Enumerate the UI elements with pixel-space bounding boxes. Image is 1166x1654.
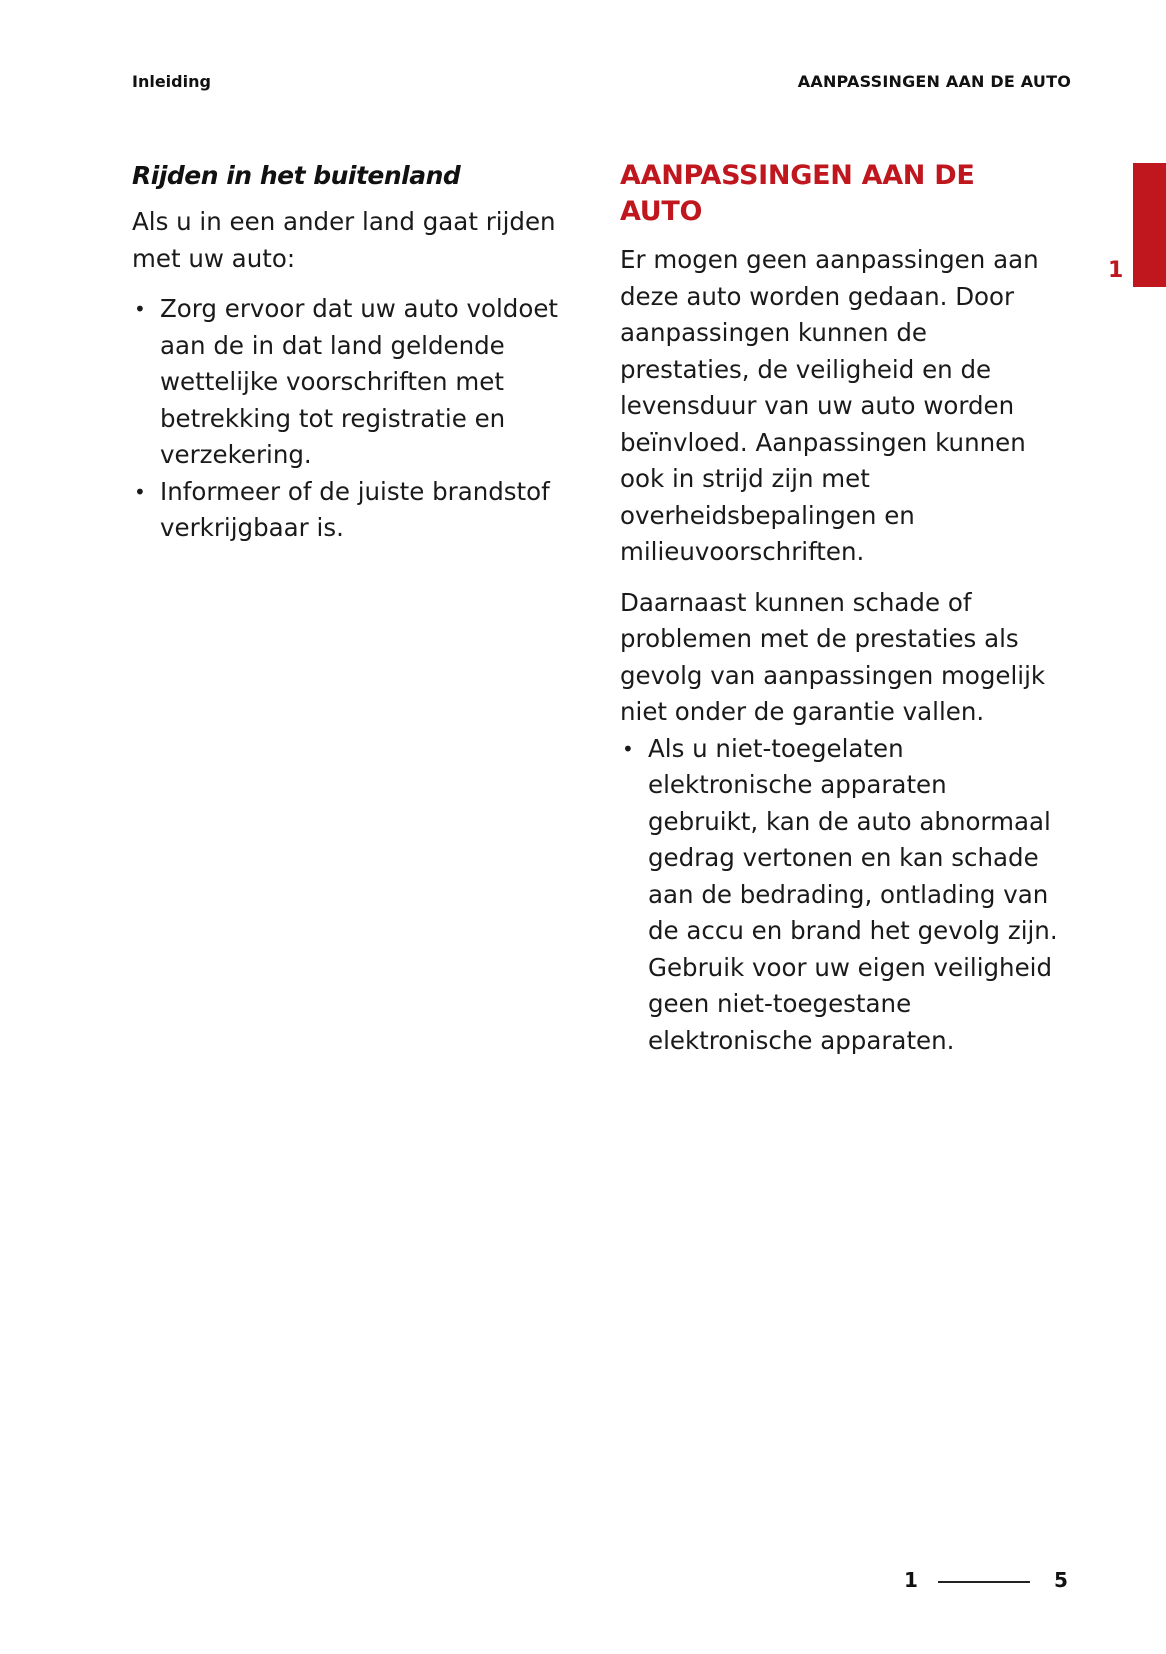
chapter-tab-number: 1 [1108, 258, 1124, 283]
right-column [620, 158, 1060, 1059]
footer-page-number: 5 [1054, 1568, 1068, 1592]
chapter-tab-marker [1133, 163, 1166, 287]
bullet-icon: • [134, 479, 146, 504]
list-item [132, 291, 572, 474]
left-bullet-list [132, 291, 572, 547]
footer-chapter-number: 1 [904, 1568, 918, 1592]
footer-divider [938, 1581, 1030, 1583]
list-item [132, 474, 572, 547]
bullet-icon: • [622, 736, 634, 761]
body-paragraph-2: Daarnaast kunnen schade of problemen met de prestaties als gevolg van aanpassingen mogelijk niet onder de garantie vallen. [620, 587, 1046, 726]
bullet-icon: • [134, 297, 146, 321]
list-item [620, 731, 1060, 1060]
list-item-text: Zorg ervoor dat uw auto voldoet aan de in dat land geldende wettelijke voorschriften met betrekking tot registratie en verzekering. [160, 294, 558, 469]
left-column [132, 158, 572, 547]
intro-paragraph: Als u in een ander land gaat rijden met uw auto: [132, 207, 556, 273]
right-bullet-list [620, 731, 1060, 1060]
list-item-text: Informeer of de juiste brandstof verkrijgbaar is. [160, 476, 550, 542]
header-chapter-title: AANPASSINGEN AAN DE AUTO [797, 72, 1071, 91]
header-section-label: Inleiding [132, 72, 211, 91]
subsection-heading: Rijden in het buitenland [132, 161, 461, 190]
section-heading: AANPASSINGEN AAN DE AUTO [620, 160, 975, 227]
list-item-text: Als u niet-toegelaten elektronische apparaten gebruikt, kan de auto abnormaal gedrag vertonen en kan schade aan de bedrading, ontlading van de accu en brand het gevolg zijn. Gebruik voor uw eigen veiligheid geen niet-toegestane elektronische apparaten. [648, 733, 1058, 1055]
body-paragraph-1: Er mogen geen aanpassingen aan deze auto worden gedaan. Door aanpassingen kunnen de prestaties, de veiligheid en de levensduur van uw auto worden beïnvloed. Aanpassingen kunnen ook in strijd zijn met overheidsbepalingen en milieuvoorschriften. [620, 245, 1039, 566]
